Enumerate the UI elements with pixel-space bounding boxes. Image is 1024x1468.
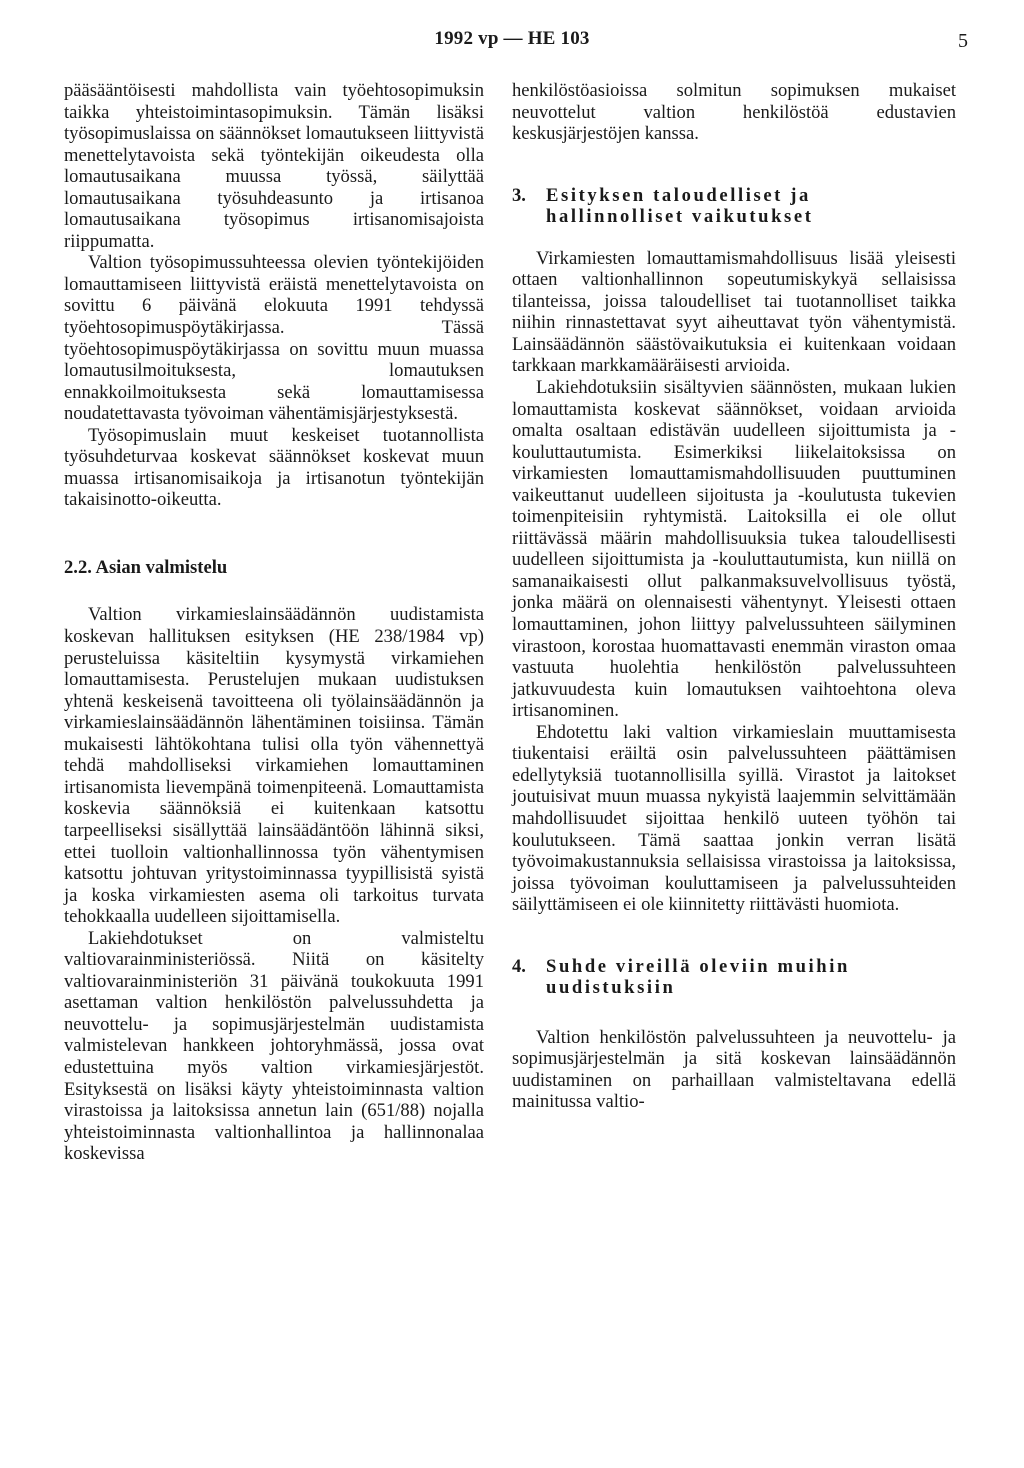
paragraph: Työsopimuslain muut keskeiset tuotannollista työsuhdeturvaa koskevat säännökset koskevat muun muassa irtisanomisaikoja ja irtisanotun työntekijän takaisinotto-oikeutta.	[64, 424, 484, 511]
paragraph: henkilöstöasioissa solmitun sopimuksen mukaiset neuvottelut valtion henkilöstöä edustavien keskusjärjestöjen kanssa.	[512, 80, 956, 145]
left-column	[64, 80, 484, 1165]
paragraph: Valtion työsopimussuhteessa olevien työntekijöiden lomauttamiseen liittyvistä eräistä menettelytavoista on sovittu 6 päivänä elokuuta 1991 tehdyssä työehtosopimuspöytäkirjassa. Tässä työehtosopimuspöytäkirjassa on sovittu muun muassa lomautusilmoituksesta, lomautuksen ennakkoilmoituksesta sekä lomauttamisessa noudatettavasta työvoiman vähentämisjärjestyksestä.	[64, 252, 484, 425]
heading-title: Suhde vireillä oleviin muihin uudistuksiin	[546, 955, 850, 999]
paragraph: pääsääntöisesti mahdollista vain työehtosopimuksin taikka yhteistoimintasopimuksin. Tämän lisäksi työsopimuslaissa on säännökset lomautukseen liittyvistä menettelytavoista sekä työntekijän oikeudesta olla lomautusaikana muussa työssä, säilyttää lomautusaikana työsuhdeasunto ja irtisanoa lomautusaikana työsopimus irtisanomisajoista riippumatta.	[64, 80, 484, 252]
section-heading-3	[512, 185, 956, 228]
heading-number: 4.	[512, 955, 526, 977]
paragraph: Valtion henkilöstön palvelussuhteen ja neuvottelu- ja sopimusjärjestelmän ja sitä koskevan lainsäädännön uudistaminen on parhaillaan valmisteltavana edellä mainitussa valtio-	[512, 1026, 956, 1113]
paragraph: Ehdotettu laki valtion virkamieslain muuttamisesta tiukentaisi eräiltä osin palvelussuhteen päättämisen edellytyksiä tuotannollisilla syillä. Virastot ja laitokset joutuisivat muun muassa nykyistä laajemmin selvittämään mahdollisuudet sijoittaa henkilö uuteen työhön tai koulutukseen. Tämä saattaa jonkin verran lisätä työvoimakustannuksia sellaisissa virastoissa ja laitoksissa, joissa työvoiman kouluttamiseen ja palvelussuhteiden säilyttämiseen ei ole kiinnitetty riittävästi huomiota.	[512, 721, 956, 916]
running-head: 1992 vp — HE 103	[434, 28, 590, 49]
heading-number: 3.	[512, 184, 526, 206]
section-heading-4	[512, 956, 956, 999]
paragraph: Lakiehdotukset on valmisteltu valtiovarainministeriössä. Niitä on käsitelty valtiovarainministeriön 31 päivänä toukokuuta 1991 asettaman valtion henkilöstön palvelussuhdetta ja neuvottelu- ja sopimusjärjestelmän uudistamista valmistelevan hankkeen johtoryhmässä, jossa ovat edustettuina myös valtion virkamiesjärjestöt. Esityksestä on lisäksi käyty yhteistoiminnasta valtion virastoissa ja laitoksissa annetun lain (651/88) nojalla yhteistoiminnasta valtionhallintoa ja hallinnonalaa koskevissa	[64, 927, 484, 1165]
page-number: 5	[958, 30, 968, 52]
section-heading-2-2: 2.2. Asian valmistelu	[64, 556, 228, 578]
paragraph: Lakiehdotuksiin sisältyvien säännösten, mukaan lukien lomauttamista koskevat säännökset, voidaan arvioida omalta osaltaan edistävän uudelleen sijoittumista ja -kouluttautumista. Esimerkiksi liikelaitoksissa on virkamiesten lomauttamismahdollisuuden puuttuminen vaikeuttanut uudelleen sijoitusta ja -koulutusta tukevien toimenpiteisiin ryhtymistä. Laitoksilla ei ole ollut riittävässä määrin mahdollisuuksia tukea taloudellisesti uudelleen sijoittumista ja -kouluttautumista, kun niillä on samanaikaisesti ollut palkanmaksuvelvollisuus työstä, jonka määrä on olennaisesti vähentynyt. Yleisesti ottaen lomauttaminen, johon liittyy palvelussuhteen säilyminen virastoon, korostaa huomattavasti enemmän viraston omaa vastuuta huolehtia henkilöstön palvelussuhteen jatkuvuudesta kuin lomautuksen vaihtoehtona oleva irtisanominen.	[512, 377, 956, 722]
right-column	[512, 80, 956, 1113]
page-header	[0, 28, 1024, 58]
paragraph: Valtion virkamieslainsäädännön uudistamista koskevan hallituksen esityksen (HE 238/1984 vp) perusteluissa käsiteltiin kysymystä virkamiehen lomauttamisesta. Perustelujen mukaan uudistuksen yhtenä keskeisenä tavoitteena oli työlainsäädännön ja virkamieslainsäädännön lähentäminen toisiinsa. Tämän mukaisesti lähtökohtana tulisi olla työn vähennettyä tehdä mahdolliseksi virkamiehen lomauttaminen irtisanomista lievempänä toimenpiteenä. Lomauttamista koskevia säännöksiä ei kuitenkaan katsottu tarpeelliseksi sisällyttää lainsäädäntöön lähinnä siksi, ettei tuolloin valtionhallinnossa työn vähentymisen katsottu johtuvan yritystoiminnassa tyypillisistä syistä ja koska virkamiesten asema oli tarkoitus turvata tehokkaalla uudelleen sijoittamisella.	[64, 604, 484, 928]
paragraph: Virkamiesten lomauttamismahdollisuus lisää yleisesti ottaen valtionhallinnon sopeutumiskykyä sellaisissa tilanteissa, joissa taloudelliset tai tuotannolliset taikka niihin rinnastettavat syyt aiheuttavat työn vähentymistä. Lainsäädännön säästövaikutuksia ei kuitenkaan voidaan tarkkaan markkamääräisesti arvioida.	[512, 247, 956, 377]
heading-title: Esityksen taloudelliset ja hallinnolliset vaikutukset	[546, 184, 814, 228]
